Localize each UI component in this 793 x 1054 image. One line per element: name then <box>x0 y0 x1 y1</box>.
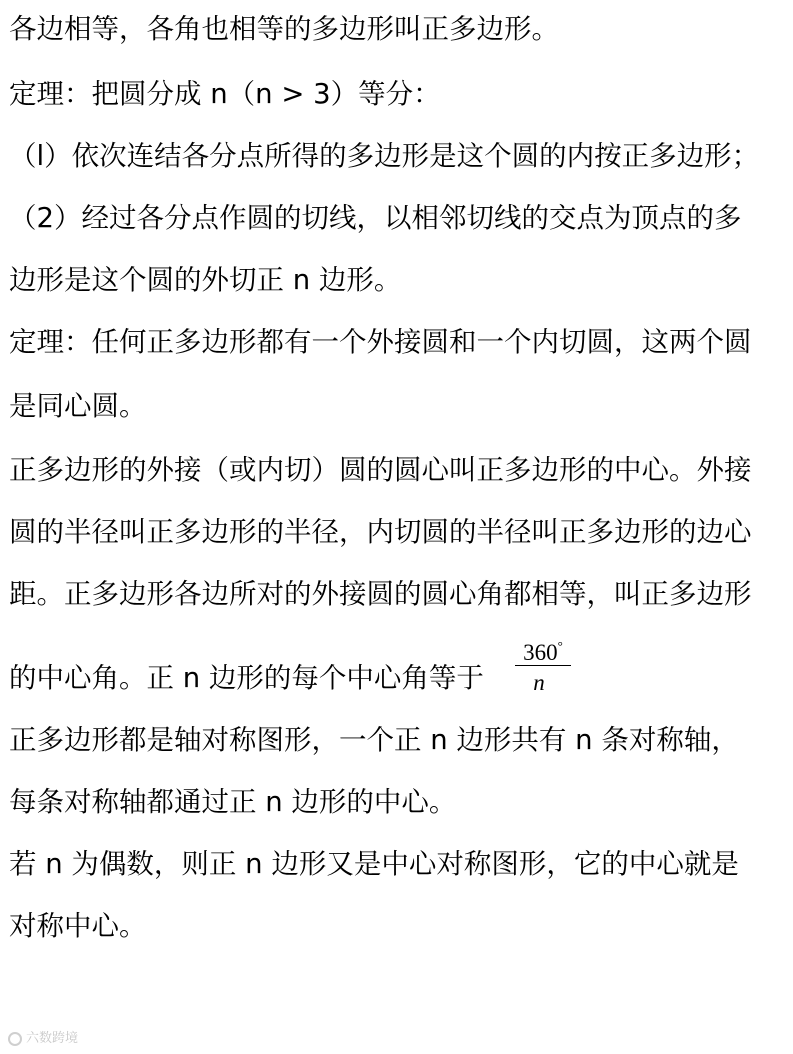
fraction-denominator: n <box>533 670 545 695</box>
text-line: 对称中心。 <box>9 910 147 942</box>
text-line: 距。正多边形各边所对的外接圆的圆心角都相等，叫正多边形 <box>9 578 752 610</box>
watermark-text: 六数跨境 <box>26 1031 79 1046</box>
text-line: 边形是这个圆的外切正 n 边形。 <box>9 264 402 296</box>
text-line: 正多边形的外接（或内切）圆的圆心叫正多边形的中心。外接 <box>9 454 752 486</box>
fraction-bar <box>515 665 571 666</box>
text-line: 各边相等，各角也相等的多边形叫正多边形。 <box>9 13 559 45</box>
fraction-numerator: 360° <box>523 638 563 665</box>
text-line: 正多边形都是轴对称图形，一个正 n 边形共有 n 条对称轴， <box>9 724 739 756</box>
text-line: 定理：把圆分成 n（n > 3）等分： <box>9 78 441 110</box>
degree-symbol: ° <box>557 638 563 653</box>
text-line: 每条对称轴都通过正 n 边形的中心。 <box>9 786 457 818</box>
text-line: 圆的半径叫正多边形的半径，内切圆的半径叫正多边形的边心 <box>9 516 752 548</box>
text-line: （l）依次连结各分点所得的多边形是这个圆的内按正多边形； <box>9 140 760 172</box>
text-line: 若 n 为偶数，则正 n 边形又是中心对称图形，它的中心就是 <box>9 848 739 880</box>
text-line: 是同心圆。 <box>9 390 147 422</box>
text-line: 定理：任何正多边形都有一个外接圆和一个内切圆，这两个圆 <box>9 326 752 358</box>
central-angle-line: 的中心角。正 n 边形的每个中心角等于 <box>9 662 484 694</box>
text-line: （2）经过各分点作圆的切线，以相邻切线的交点为顶点的多 <box>9 202 742 234</box>
watermark <box>8 1030 78 1048</box>
watermark-logo-icon <box>8 1032 22 1046</box>
central-angle-fraction <box>515 632 571 698</box>
